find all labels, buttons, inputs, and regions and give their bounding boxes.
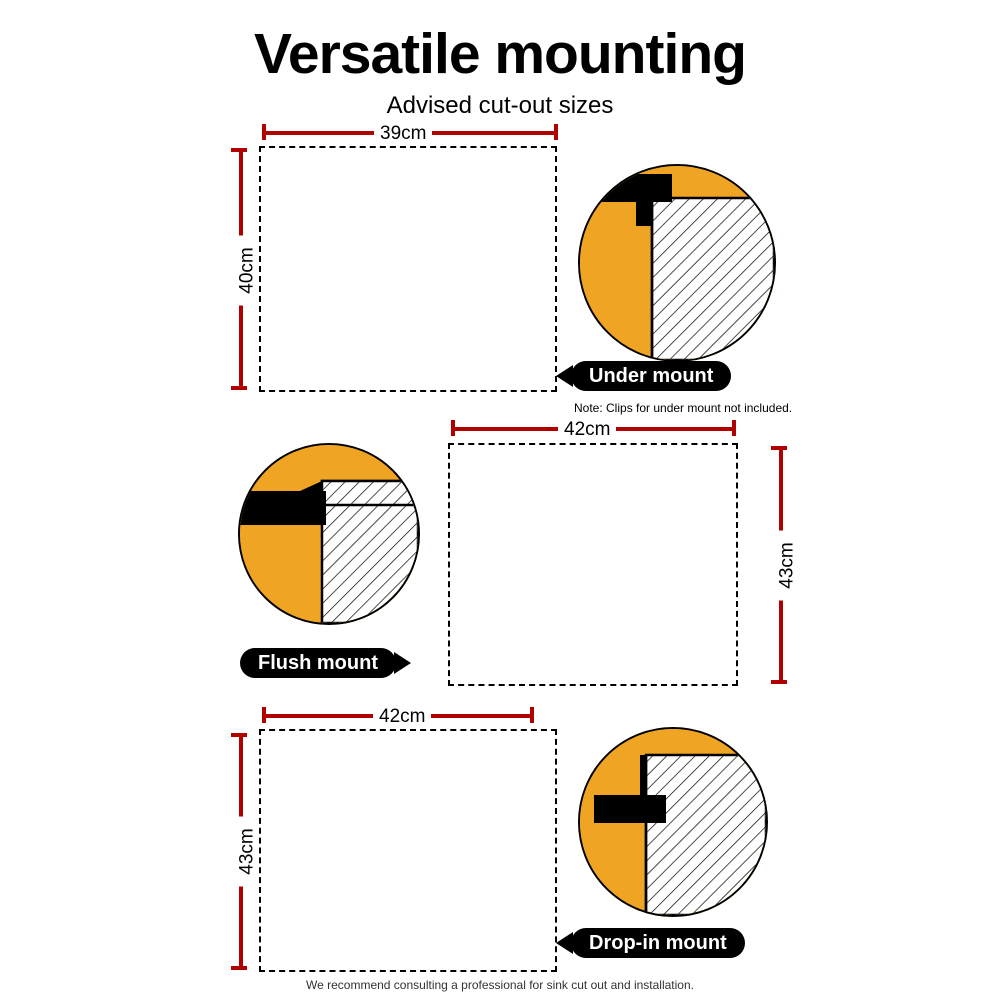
dim-cap-right-flush — [732, 420, 736, 436]
detail-circle-drop-in-mount — [578, 727, 768, 917]
page-subtitle: Advised cut-out sizes — [386, 92, 614, 119]
cutout-rect-under — [259, 146, 557, 392]
page-title: Versatile mounting — [254, 22, 746, 86]
dim-label-width-flush: 42cm — [558, 420, 616, 439]
dim-cap-left-flush — [451, 420, 455, 436]
callout-flush-mount[interactable] — [240, 648, 411, 678]
cutout-rect-flush — [448, 443, 738, 686]
dim-label-width-under: 39cm — [374, 124, 432, 143]
dim-cap-bottom-under — [231, 386, 247, 390]
dim-cap-bottom-flush — [771, 680, 787, 684]
flush-mount-detail-svg — [240, 445, 418, 623]
dim-label-width-dropin: 42cm — [373, 707, 431, 726]
note-under-mount: Note: Clips for under mount not included. — [574, 401, 793, 415]
dim-label-height-flush: 43cm — [778, 531, 797, 601]
dim-cap-right-under — [554, 124, 558, 140]
cutout-rect-dropin — [259, 729, 557, 972]
dim-cap-top-under — [231, 148, 247, 152]
dim-cap-left-dropin — [262, 707, 266, 723]
detail-circle-under-mount — [578, 164, 776, 362]
dim-cap-bottom-dropin — [231, 966, 247, 970]
arrow-right-icon — [394, 652, 411, 674]
dim-cap-left-under — [262, 124, 266, 140]
callout-drop-in-mount[interactable] — [556, 928, 745, 958]
callout-label-under-mount: Under mount — [571, 361, 731, 391]
dim-label-height-under: 40cm — [238, 236, 257, 306]
dim-cap-right-dropin — [530, 707, 534, 723]
dim-cap-top-flush — [771, 446, 787, 450]
footer-note: We recommend consulting a professional for sink cut out and installation. — [306, 978, 694, 992]
dim-cap-top-dropin — [231, 733, 247, 737]
drop-in-mount-detail-svg — [580, 729, 766, 915]
detail-circle-flush-mount — [238, 443, 420, 625]
callout-label-flush-mount: Flush mount — [240, 648, 396, 678]
callout-label-drop-in-mount: Drop-in mount — [571, 928, 745, 958]
callout-under-mount[interactable] — [556, 361, 731, 391]
under-mount-detail-svg — [580, 166, 774, 360]
dim-label-height-dropin: 43cm — [238, 817, 257, 887]
